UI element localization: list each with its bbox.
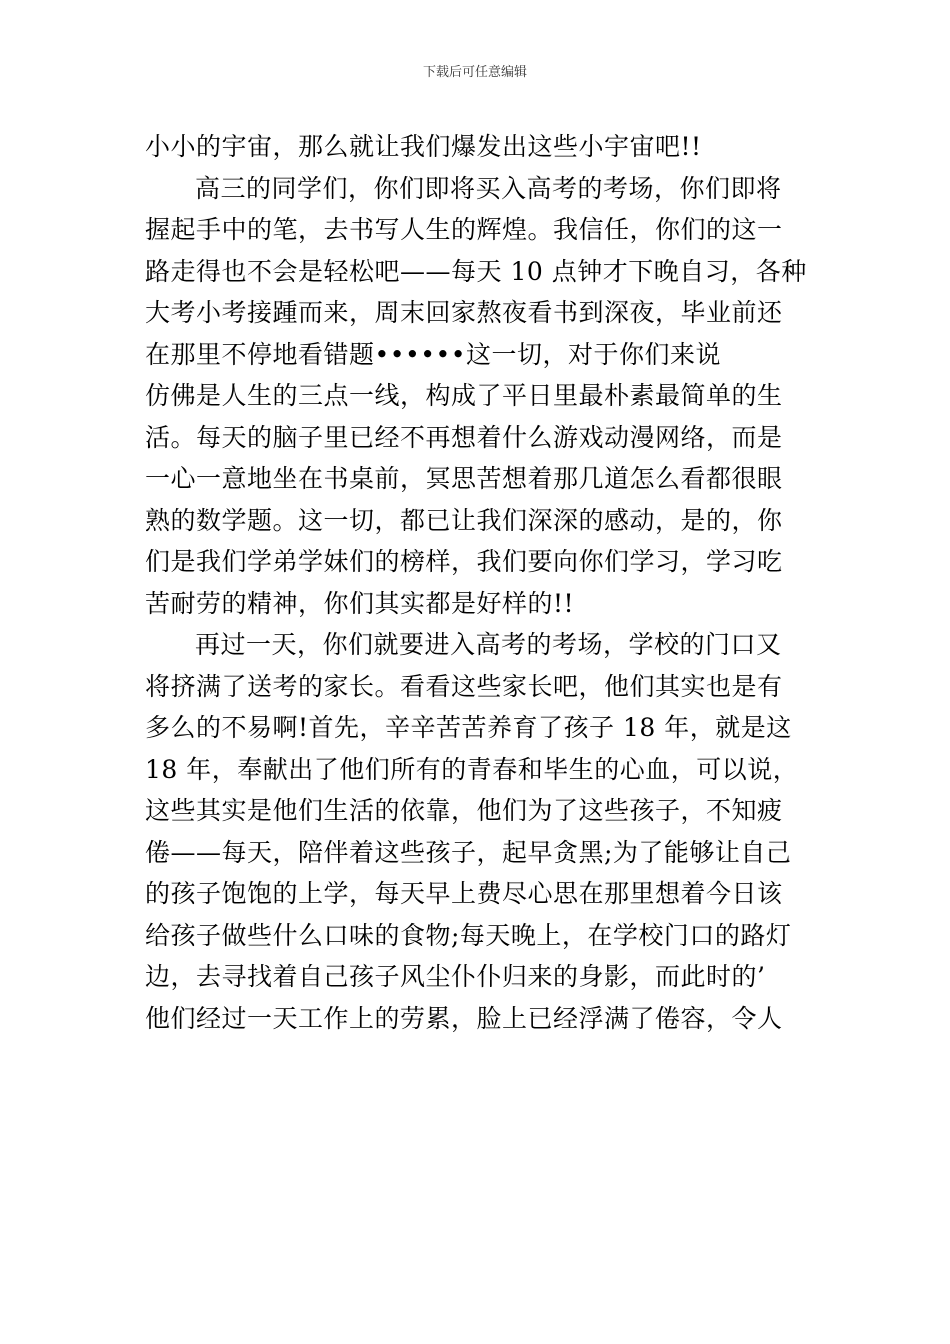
text-line: 他们经过一天工作上的劳累，脸上已经浮满了倦容，令人 [145, 1003, 783, 1033]
text-line: 的孩子饱饱的上学，每天早上费尽心思在那里想着今日该 [145, 879, 783, 908]
text-line: 大考小考接踵而来，周末回家熬夜看书到深夜，毕业前还 [145, 298, 783, 327]
text-line: 将挤满了送考的家长。看看这些家长吧，他们其实也是有 [145, 671, 783, 701]
text-line: 活。每天的脑子里已经不再想着什么游戏动漫网络，而是 [145, 422, 783, 452]
text-line: 这些其实是他们生活的依靠，他们为了这些孩子，不知疲 [145, 796, 783, 825]
paragraph-start-line: 高三的同学们，你们即将买入高考的考场，你们即将 [195, 173, 782, 203]
text-line: 路走得也不会是轻松吧——每天 10 点钟才下晚自习，各种 [145, 256, 807, 286]
document-body [145, 126, 815, 1039]
text-line: 18 年，奉献出了他们所有的青春和毕生的心血，可以说， [145, 754, 799, 784]
text-line: 小小的宇宙，那么就让我们爆发出这些小宇宙吧!! [145, 132, 702, 161]
text-line: 熟的数学题。这一切，都已让我们深深的感动，是的，你 [145, 505, 783, 535]
text-line: 给孩子做些什么口味的食物;每天晚上，在学校门口的路灯 [145, 920, 792, 950]
text-line: 们是我们学弟学妹们的榜样，我们要向你们学习，学习吃 [145, 547, 783, 576]
text-line: 仿佛是人生的三点一线，构成了平日里最朴素最简单的生 [145, 381, 783, 410]
paragraph-start-line: 再过一天，你们就要进入高考的考场，学校的门口又 [195, 630, 782, 659]
text-line: 多么的不易啊!首先，辛辛苦苦养育了孩子 18 年，就是这 [145, 713, 792, 742]
text-line: 苦耐劳的精神，你们其实都是好样的!! [145, 588, 575, 618]
text-line: 边，去寻找着自己孩子风尘仆仆归来的身影，而此时的’ [145, 962, 766, 991]
text-line: 握起手中的笔，去书写人生的辉煌。我信任，你们的这一 [145, 215, 783, 244]
page-header: 下载后可任意编辑 [422, 65, 527, 80]
text-line: 在那里不停地看错题••••••这一切，对于你们来说 [145, 339, 721, 369]
text-line: 倦——每天，陪伴着这些孩子，起早贪黑;为了能够让自己 [145, 837, 792, 867]
text-line: 一心一意地坐在书桌前，冥思苦想着那几道怎么看都很眼 [145, 464, 783, 493]
